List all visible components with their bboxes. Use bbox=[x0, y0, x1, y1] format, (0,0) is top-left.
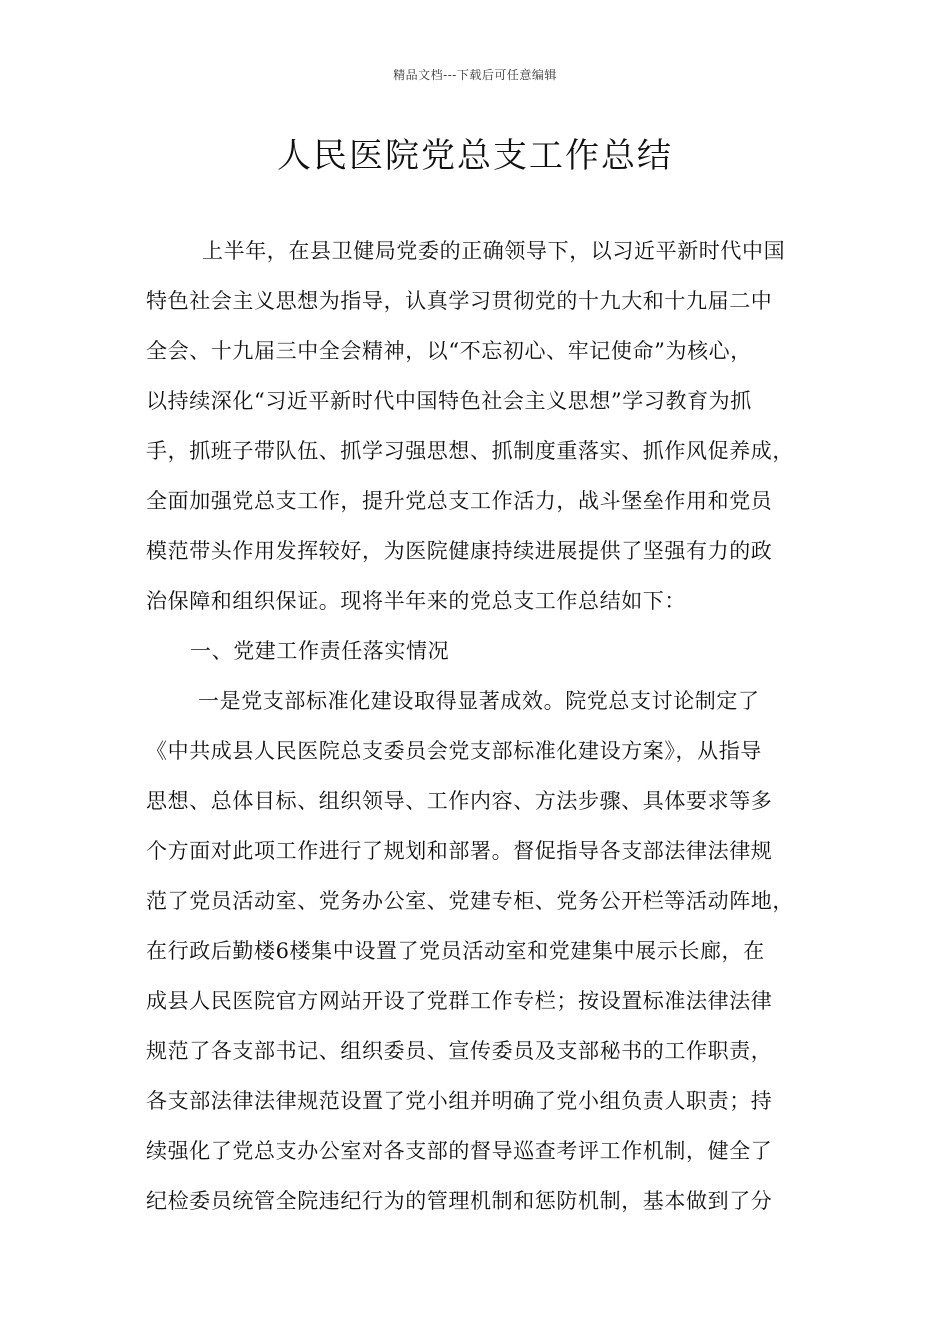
paragraph-line: 各支部法律法律规范设置了党小组并明确了党小组负责人职责；持 bbox=[146, 1089, 773, 1113]
header-note: 精品文档---下载后可任意编辑 bbox=[393, 68, 557, 82]
document-title: 人民医院党总支工作总结 bbox=[277, 136, 673, 176]
paragraph-line: 一是党支部标准化建设取得显著成效。院党总支讨论制定了 bbox=[198, 689, 760, 713]
paragraph-line: 《中共成县人民医院总支委员会党支部标准化建设方案》，从指导 bbox=[146, 739, 762, 763]
paragraph-line: 模范带头作用发挥较好，为医院健康持续进展提供了坚强有力的政 bbox=[146, 539, 773, 563]
paragraph-line: 纪检委员统管全院违纪行为的管理机制和惩防机制，基本做到了分 bbox=[146, 1189, 773, 1213]
paragraph-line: 治保障和组织保证。现将半年来的党总支工作总结如下： bbox=[146, 589, 686, 613]
paragraph-line: 上半年，在县卫健局党委的正确领导下，以习近平新时代中国 bbox=[202, 239, 786, 263]
paragraph-line: 范了党员活动室、党务办公室、党建专柜、党务公开栏等活动阵地， bbox=[146, 889, 794, 913]
paragraph-line: 手，抓班子带队伍、抓学习强思想、抓制度重落实、抓作风促养成， bbox=[146, 439, 794, 463]
paragraph-line: 续强化了党总支办公室对各支部的督导巡查考评工作机制，健全了 bbox=[146, 1139, 773, 1163]
paragraph-line: 思想、总体目标、组织领导、工作内容、方法步骤、具体要求等多 bbox=[146, 789, 773, 813]
paragraph-line: 成县人民医院官方网站开设了党群工作专栏；按设置标准法律法律 bbox=[146, 989, 773, 1013]
paragraph-line: 全会、十九届三中全会精神，以“不忘初心、牢记使命”为核心， bbox=[146, 339, 752, 363]
paragraph-line: 全面加强党总支工作，提升党总支工作活力，战斗堡垒作用和党员 bbox=[146, 489, 773, 513]
paragraph-line: 在行政后勤楼6楼集中设置了党员活动室和党建集中展示长廊，在 bbox=[146, 939, 765, 963]
paragraph-line: 个方面对此项工作进行了规划和部署。督促指导各支部法律法律规 bbox=[146, 839, 773, 863]
paragraph-line: 规范了各支部书记、组织委员、宣传委员及支部秘书的工作职责， bbox=[146, 1039, 773, 1063]
section-heading: 一、党建工作责任落实情况 bbox=[190, 639, 450, 663]
paragraph-line: 以持续深化“习近平新时代中国特色社会主义思想”学习教育为抓 bbox=[146, 389, 752, 413]
document-body bbox=[146, 226, 822, 1226]
paragraph-line: 特色社会主义思想为指导，认真学习贯彻党的十九大和十九届二中 bbox=[146, 289, 773, 313]
